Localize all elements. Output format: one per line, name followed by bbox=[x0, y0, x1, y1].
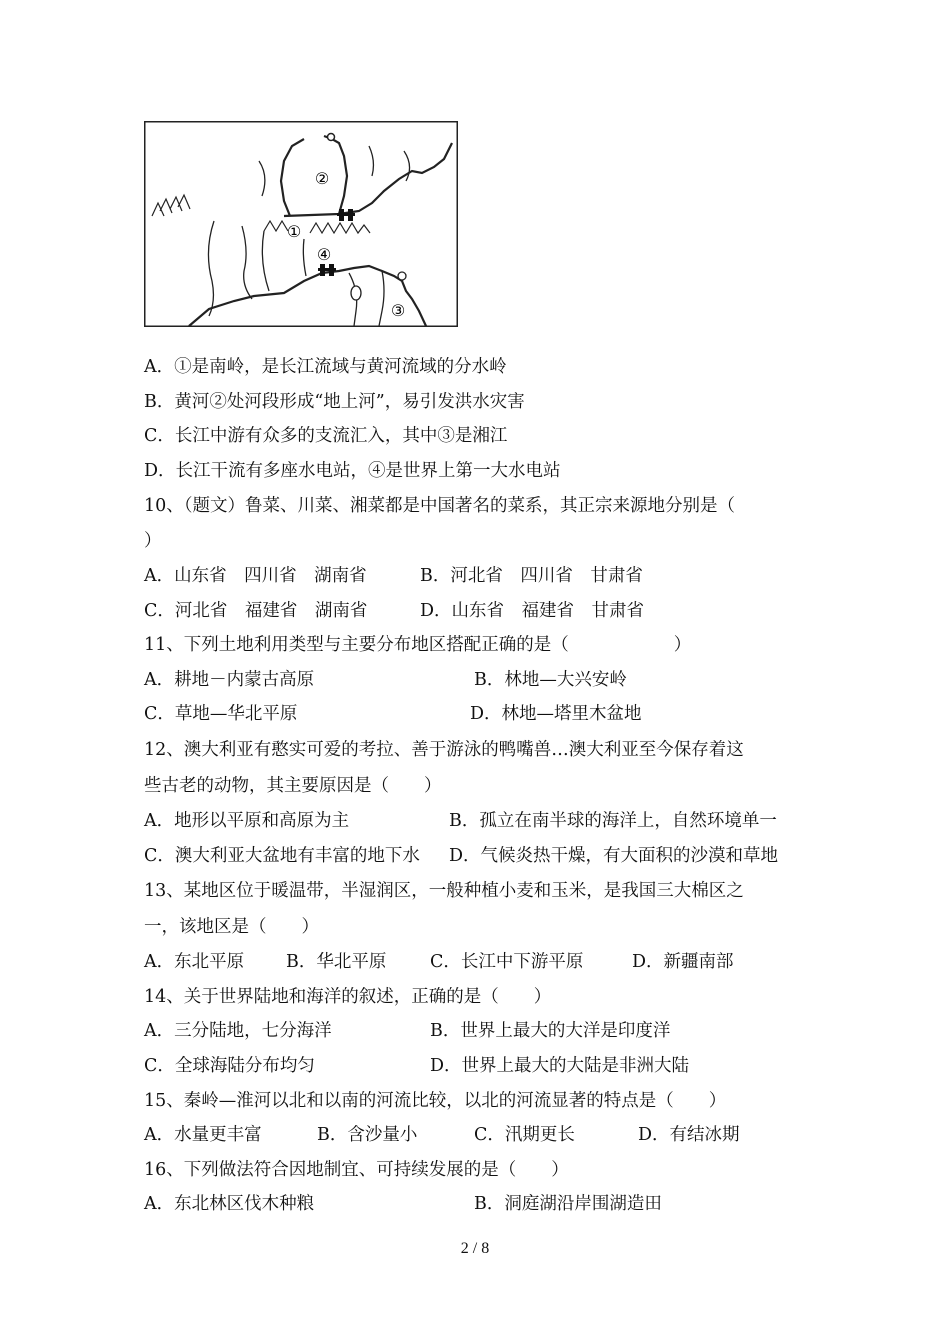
q9-option-c: C．长江中游有众多的支流汇入，其中③是湘江 bbox=[144, 426, 508, 447]
river-map-figure bbox=[144, 121, 458, 327]
q14-stem: 14、关于世界陆地和海洋的叙述，正确的是（ ） bbox=[144, 986, 552, 1007]
q12-options-row2 bbox=[144, 839, 814, 874]
q11-options-row1 bbox=[144, 663, 814, 698]
q10-option-d: D．山东省 福建省 甘肃省 bbox=[420, 600, 645, 621]
q10-options-row2 bbox=[144, 594, 814, 629]
q11-options-row2 bbox=[144, 697, 814, 732]
q16-option-a: A．东北林区伐木种粮 bbox=[144, 1194, 315, 1215]
q13-option-a: A．东北平原 bbox=[144, 952, 245, 973]
map-marker-3: ③ bbox=[390, 301, 406, 320]
q13-stem: 13、某地区位于暖温带，半湿润区，一般种植小麦和玉米，是我国三大棉区之 bbox=[144, 881, 744, 902]
q12-option-d: D．气候炎热干燥，有大面积的沙漠和草地 bbox=[449, 845, 779, 866]
q10-option-b: B．河北省 四川省 甘肃省 bbox=[420, 565, 643, 586]
q15-stem: 15、秦岭—淮河以北和以南的河流比较，以北的河流显著的特点是（ ） bbox=[144, 1090, 727, 1111]
q9-option-a: A．①是南岭，是长江流域与黄河流域的分水岭 bbox=[144, 357, 507, 377]
q12-option-b: B．孤立在南半球的海洋上，自然环境单一 bbox=[449, 810, 777, 831]
q13-stem-cont: 一，该地区是（ ） bbox=[144, 917, 319, 938]
q13-option-d: D．新疆南部 bbox=[632, 952, 734, 973]
q16-option-b: B．洞庭湖沿岸围湖造田 bbox=[474, 1194, 662, 1215]
q13-option-b: B．华北平原 bbox=[286, 952, 387, 973]
question-content bbox=[144, 350, 814, 1222]
q12-option-a: A．地形以平原和高原为主 bbox=[144, 810, 350, 831]
q11-option-c: C．草地—华北平原 bbox=[144, 704, 298, 725]
q11-option-b: B．林地—大兴安岭 bbox=[474, 669, 627, 690]
q12-stem-cont: 些古老的动物，其主要原因是（ ） bbox=[144, 775, 442, 796]
q9-option-d: D．长江干流有多座水电站，④是世界上第一大水电站 bbox=[144, 460, 561, 481]
q10-stem-cont: ） bbox=[144, 531, 162, 552]
q11-stem: 11、下列土地利用类型与主要分布地区搭配正确的是（ ） bbox=[144, 635, 692, 656]
q13-options bbox=[144, 945, 814, 980]
q10-option-a: A．山东省 四川省 湖南省 bbox=[144, 565, 367, 586]
q10-option-c: C．河北省 福建省 湖南省 bbox=[144, 600, 368, 621]
q15-option-d: D．有结冰期 bbox=[638, 1125, 740, 1146]
q12-stem: 12、澳大利亚有憨实可爱的考拉、善于游泳的鸭嘴兽…澳大利亚至今保存着这 bbox=[144, 739, 744, 760]
map-marker-1: ① bbox=[286, 222, 302, 241]
q15-option-b: B．含沙量小 bbox=[317, 1125, 418, 1146]
q15-option-c: C．汛期更长 bbox=[474, 1125, 575, 1146]
q14-option-a: A．三分陆地，七分海洋 bbox=[144, 1021, 332, 1042]
q14-option-c: C．全球海陆分布均匀 bbox=[144, 1055, 315, 1076]
q12-options-row1 bbox=[144, 804, 814, 839]
q14-options-row1 bbox=[144, 1014, 814, 1049]
q9-option-b: B．黄河②处河段形成“地上河”，易引发洪水灾害 bbox=[144, 391, 525, 412]
map-marker-4: ④ bbox=[316, 245, 332, 264]
q10-stem: 10、（题文）鲁菜、川菜、湘菜都是中国著名的菜系，其正宗来源地分别是（ bbox=[144, 496, 736, 517]
q14-option-d: D．世界上最大的大陆是非洲大陆 bbox=[430, 1055, 690, 1076]
q14-options-row2 bbox=[144, 1049, 814, 1084]
river-map-svg bbox=[144, 121, 458, 327]
q11-option-a: A．耕地－内蒙古高原 bbox=[144, 669, 315, 690]
q16-options-row1 bbox=[144, 1187, 814, 1222]
map-marker-2: ② bbox=[314, 169, 330, 188]
q16-stem: 16、下列做法符合因地制宜、可持续发展的是（ ） bbox=[144, 1159, 569, 1180]
q10-options-row1 bbox=[144, 559, 814, 594]
page-number: 2 / 8 bbox=[460, 1240, 490, 1257]
q15-option-a: A．水量更丰富 bbox=[144, 1125, 262, 1146]
q15-options bbox=[144, 1118, 814, 1153]
q12-option-c: C．澳大利亚大盆地有丰富的地下水 bbox=[144, 845, 420, 866]
q14-option-b: B．世界上最大的大洋是印度洋 bbox=[430, 1021, 671, 1042]
q13-option-c: C．长江中下游平原 bbox=[430, 952, 584, 973]
q11-option-d: D．林地—塔里木盆地 bbox=[470, 704, 642, 725]
